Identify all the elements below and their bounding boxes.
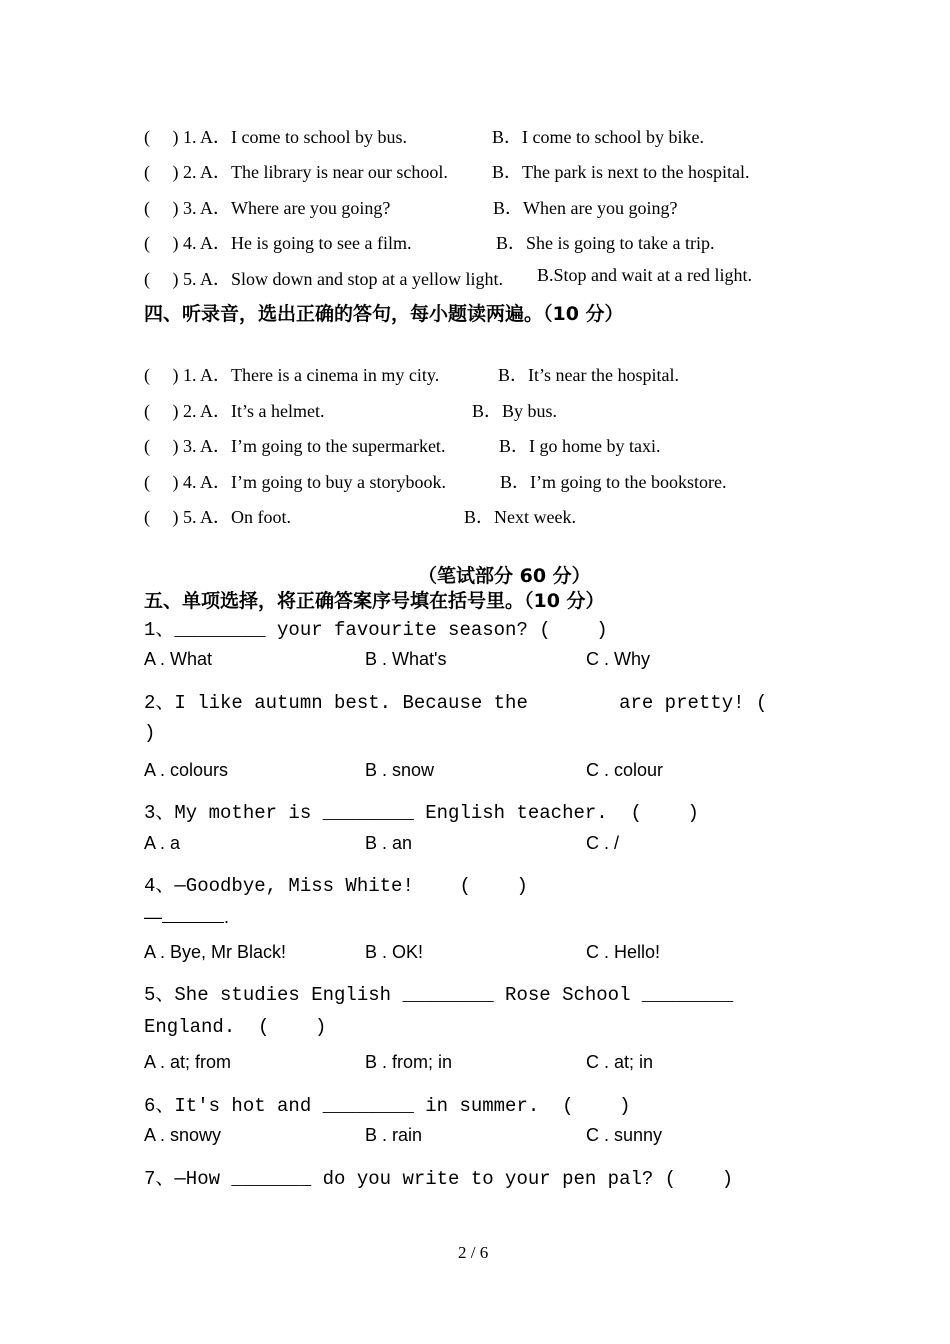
q6-option-b: B . rain (365, 1125, 423, 1145)
s4-item-3-b: B．I go home by taxi. (499, 436, 661, 456)
q1-option-c: C . Why (586, 649, 651, 669)
s4-item-4-a: ( ) 4. A．I’m going to buy a storybook. (144, 472, 446, 492)
s4-item-1-a: ( ) 1. A．There is a cinema in my city. (144, 365, 440, 385)
q2-option-c: C . colour (586, 760, 664, 780)
q4-option-c: C . Hello! (586, 942, 661, 962)
q2-option-a: A . colours (144, 760, 229, 780)
q5-option-c: C . at; in (586, 1052, 654, 1072)
q7-text: 7、—How _______ do you write to your pen pal? ( ) (144, 1168, 734, 1190)
s4-item-5-b: B．Next week. (464, 507, 576, 527)
s3-item-2-a: ( ) 2. A．The library is near our school. (144, 162, 448, 182)
s3-item-5-b: B.Stop and wait at a red light. (537, 265, 752, 285)
s3-item-1-b: B．I come to school by bike. (492, 127, 704, 147)
s4-item-1-b: B．It’s near the hospital. (498, 365, 679, 385)
q4-option-b: B . OK! (365, 942, 424, 962)
written-part-label: （笔试部分 60 分） (418, 565, 591, 587)
q2-text: 2、I like autumn best. Because the are pretty! ( (144, 692, 768, 714)
s4-item-2-b: B．By bus. (472, 401, 558, 421)
s3-item-3-b: B．When are you going? (493, 198, 678, 218)
q3-option-c: C . / (586, 833, 620, 853)
q1-text: 1、________ your favourite season? ( ) (144, 619, 608, 641)
s3-item-4-a: ( ) 4. A．He is going to see a film. (144, 233, 412, 253)
s3-item-5-a: ( ) 5. A．Slow down and stop at a yellow light. (144, 269, 503, 289)
s3-item-2-b: B．The park is next to the hospital. (492, 162, 750, 182)
s4-item-2-a: ( ) 2. A．It’s a helmet. (144, 401, 325, 421)
q4-text: 4、—Goodbye, Miss White! ( ) (144, 875, 528, 897)
q1-option-a: A . What (144, 649, 213, 669)
page-number: 2 / 6 (458, 1243, 489, 1262)
s4-item-4-b: B．I’m going to the bookstore. (500, 472, 727, 492)
s3-item-1-a: ( ) 1. A．I come to school by bus. (144, 127, 407, 147)
q2-text-cont: ) (144, 722, 156, 744)
q3-option-a: A . a (144, 833, 181, 853)
q5-option-b: B . from; in (365, 1052, 453, 1072)
q4-answer-blank (162, 906, 224, 923)
q4-option-a: A . Bye, Mr Black! (144, 942, 287, 962)
q6-option-a: A . snowy (144, 1125, 222, 1145)
s3-item-4-b: B．She is going to take a trip. (496, 233, 715, 253)
s4-item-5-a: ( ) 5. A．On foot. (144, 507, 291, 527)
q3-text: 3、My mother is ________ English teacher. ( ) (144, 802, 699, 824)
q5-option-a: A . at; from (144, 1052, 232, 1072)
q5-text: 5、She studies English ________ Rose School ________ (144, 984, 734, 1006)
section-5-title: 五、单项选择，将正确答案序号填在括号里。（10 分） (144, 590, 605, 612)
q2-option-b: B . snow (365, 760, 435, 780)
q1-option-b: B . What's (365, 649, 447, 669)
s3-item-3-a: ( ) 3. A．Where are you going? (144, 198, 391, 218)
q4-dash: — (144, 907, 162, 927)
q6-option-c: C . sunny (586, 1125, 663, 1145)
q4-reply-line (144, 906, 229, 928)
q4-period: . (224, 907, 230, 927)
q5-text-cont: England. ( ) (144, 1016, 327, 1038)
s4-item-3-a: ( ) 3. A．I’m going to the supermarket. (144, 436, 446, 456)
q6-text: 6、It's hot and ________ in summer. ( ) (144, 1095, 631, 1117)
section-4-title: 四、听录音，选出正确的答句，每小题读两遍。（10 分） (144, 303, 624, 325)
q3-option-b: B . an (365, 833, 413, 853)
